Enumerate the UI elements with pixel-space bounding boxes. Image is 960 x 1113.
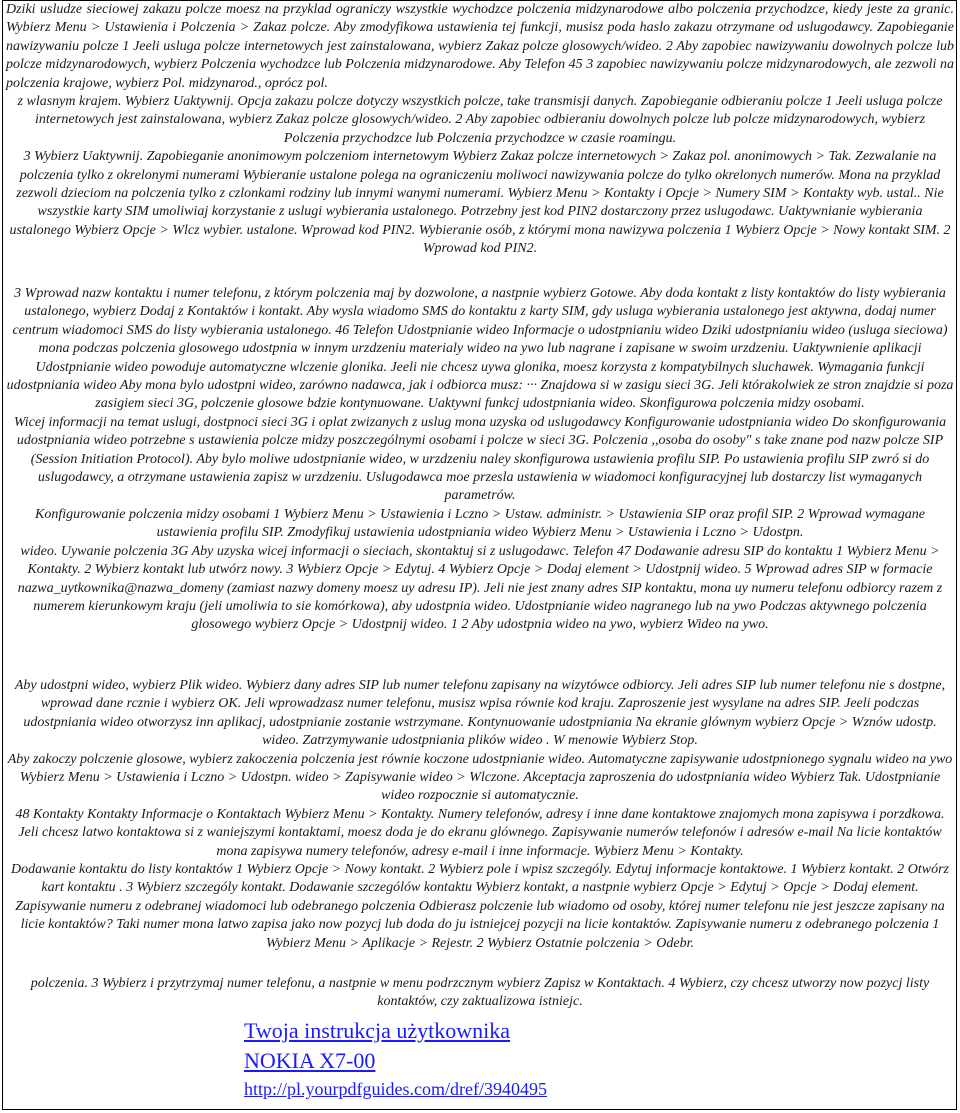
text-section-1 [6,1,954,259]
paragraph: z wlasnym krajem. Wybierz Uaktywnij. Opcja zakazu polcze dotyczy wszystkich polcze, take transmisji danych. Zapobieganie odbieraniu polcze 1 Jeeli usluga polcze internetowych jest zainstalowana, wybierz Zakaz polcze glosowych/wideo. 2 Aby zapobiec odbieraniu dowolnych polcze lub polcze midzynarodowych, wybierz Polczenia przychodzce lub Polczenia przychodzce w czasie roamingu. [17,94,943,146]
paragraph: Aby zakoczy polczenie glosowe, wybierz zakoczenia polczenia jest równie koczone udostpnianie wideo. Automatyczne zapisywanie udostpnionego sygnalu wideo na ywo Wybierz Menu > Ustawienia i Lczno > Udostpn. wideo > Zapisywanie wideo > Wlczone. Akceptacja zaproszenia do udostpniania wideo Wybierz Tak. Udostpnianie wideo rozpocznie si automatycznie. [7,751,953,804]
paragraph: Wicej informacji na temat uslugi, dostpnoci sieci 3G i oplat zwizanych z uslug mona uzyska od uslugodawcy Konfigurowanie udostpniania wideo Do skonfigurowania udostpniania wideo potrzebne s ustawienia polcze midzy poszczególnymi osobami i polcze w sieci 3G. Polczenia ,,osoba do osoby" s take znane pod nazw polcze SIP (Session Initiation Protocol). Aby bylo moliwe udostpnianie wideo, w urzdzeniu naley skonfigurowa ustawienia profilu SIP. Po ustawienia profilu SIP zwró si do uslugodawcy, a otrzymane ustawienia zapisz w urzdzeniu. Uslugodawca moe przesla ustawienia w wiadomoci konfiguracyjnej lub dostarczy list wymaganych parametrów. [13,414,947,504]
text-section-2 [6,285,954,635]
paragraph: 3 Wprowad nazw kontaktu i numer telefonu, z którym polczenia maj by dozwolone, a nastpnie wybierz Gotowe. Aby doda kontakt z listy kontaktów do listy wybierania ustalonego, wybierz Dodaj z Kontaktów i kontakt. Aby wysla wiadomo SMS do kontaktu z karty SIM, gdy usluga wybierania ustalonego jest aktywna, dodaj numer centrum wiadomoci SMS do listy wybierania ustalonego. 46 Telefon Udostpnianie wideo Informacje o udostpnianiu wideo Dziki udostpnianiu wideo (usluga sieciowa) mona podczas polczenia glosowego udostpnia w innym urzdzeniu materialy wideo na ywo lub nagrane i zapisane w swoim urzdzeniu. Uaktywnienie aplikacji Udostpnianie wideo powoduje automatyczne wlczenie glonika. Jeeli nie chcesz uywa glonika, moesz korzysta z kompatybilnych sluchawek. Wymagania funkcji udostpniania wideo Aby mona bylo udostpni wideo, zarówno nadawca, jak i odbiorca musz: ··· Znajdowa si w zasigu sieci 3G. Jeli którakolwiek ze stron znajdzie si poza zasigiem sieci 3G, polczenie glosowe bdzie kontynuowane. Uaktywni funkcj udostpniania wideo. Skonfigurowa polczenia midzy osobami. [6,286,954,412]
model-name-link[interactable]: NOKIA X7-00 [244,1048,376,1073]
paragraph: Dziki usludze sieciowej zakazu polcze moesz na przyklad ograniczy wszystkie wychodzce polczenia midzynarodowe albo polczenia przychodzce, kiedy jeste za granic. Wybierz Menu > Ustawienia i Polczenia > Zakaz polcze. Aby zmodyfikowa ustawienia tej funkcji, musisz poda haslo zakazu otrzymane od uslugodawcy. Zapobieganie nawizywaniu polcze 1 Jeeli usluga polcze internetowych jest zainstalowana, wybierz Zakaz polcze glosowych/wideo. 2 Aby zapobiec nawizywaniu dowolnych polcze lub polcze midzynarodowych, wybierz Polczenia wychodzce lub Polczenia midzynarodowe. Aby Telefon 45 3 zapobiec nawizywaniu polcze midzynarodowych, ale zezwoli na polczenia krajowe, wybierz Pol. midzynarod., oprócz pol. [6,2,954,91]
paragraph: wideo. Uywanie polczenia 3G Aby uzyska wicej informacji o sieciach, skontaktuj si z uslugodawc. Telefon 47 Dodawanie adresu SIP do kontaktu 1 Wybierz Menu > Kontakty. 2 Wybierz kontakt lub utwórz nowy. 3 Wybierz Opcje > Edytuj. 4 Wybierz Opcje > Dodaj element > Udostpnij wideo. 5 Wprowad adres SIP w formacie nazwa_uytkownika@nazwa_domeny (zamiast nazwy domeny moesz uy adresu IP). Jeli nie jest znany adres SIP kontaktu, mona uy numeru telefonu odbiorcy razem z numerem kierunkowym kraju (jeli umoliwia to sie komórkowa), aby udostpnia wideo. Udostpnianie wideo nagranego lub na ywo Podczas aktywnego polczenia glosowego wybierz Opcje > Udostpnij wideo. 1 2 Aby udostpnia wideo na ywo, wybierz Wideo na ywo. [17,543,943,633]
paragraph: 48 Kontakty Kontakty Informacje o Kontaktach Wybierz Menu > Kontakty. Numery telefonów, adresy i inne dane kontaktowe znajomych mona zapisywa i porzdkowa. Jeli chcesz latwo kontaktowa si z waniejszymi kontaktami, moesz doda je do ekranu glównego. Zapisywanie numerów telefonów i adresów e-mail Na licie kontaktów mona zapisywa numery telefonów, adresy e-mail i inne informacje. Wybierz Menu > Kontakty. [15,806,945,859]
paragraph: Aby udostpni wideo, wybierz Plik wideo. Wybierz dany adres SIP lub numer telefonu zapisany na wizytówce odbiorcy. Jeli adres SIP lub numer telefonu nie s dostpne, wprowad dane rcznie i wybierz OK. Jeli wprowadzasz numer telefonu, musisz wpisa równie kod kraju. Zaproszenie jest wysylane na adres SIP. Jeeli podczas udostpniania wideo otworzysz inn aplikacj, udostpnianie zostanie wstrzymane. Kontynuowanie udostpniania Na ekranie glównym wybierz Opcje > Wznów udostp. wideo. Zatrzymywanie udostpniania plików wideo . W menowie Wybierz Stop. [14,678,946,749]
text-section-4 [6,975,954,1012]
manual-title-link[interactable]: Twoja instrukcja użytkownika [244,1018,511,1043]
paragraph: Dodawanie kontaktu do listy kontaktów 1 Wybierz Opcje > Nowy kontakt. 2 Wybierz pole i wpisz szczególy. Edytuj informacje kontaktowe. 1 Wybierz kontakt. 2 Otwórz kart kontaktu . 3 Wybierz szczególy kontakt. Dodawanie szczególów kontaktu Wybierz kontakt, a nastpnie wybierz Opcje > Edytuj > Opcje > Dodaj element. Zapisywanie numeru z odebranej wiadomoci lub odebranego polczenia Odbierasz polczenie lub wiadomo od osoby, której numer telefonu nie jest jeszcze zapisany na licie kontaktów? Taki numer mona latwo zapisa jako now pozycj lub doda do ju istniejcej pozycji na licie kontaktów. Zapisywanie numeru z odebranego polczenia 1 Wybierz Menu > Aplikacje > Rejestr. 2 Wybierz Ostatnie polczenia > Odebr. [11,862,949,951]
footer-links [244,1016,547,1102]
paragraph: Konfigurowanie polczenia midzy osobami 1 Wybierz Menu > Ustawienia i Lczno > Ustaw. administr. > Ustawienia SIP oraz profil SIP. 2 Wprowad wymagane ustawienia profilu SIP. Zmodyfikuj ustawienia udostpniania wideo Wybierz Menu > Ustawienia i Lczno > Udostpn. [35,506,925,541]
text-section-3 [6,677,954,953]
source-url-link[interactable]: http://pl.yourpdfguides.com/dref/3940495 [244,1079,547,1099]
paragraph: polczenia. 3 Wybierz i przytrzymaj numer telefonu, a nastpnie w menu podrzcznym wybierz Zapisz w Kontaktach. 4 Wybierz, czy chcesz utworzy now pozycj listy kontaktów, czy zaktualizowa istniejc. [30,976,930,1010]
paragraph: 3 Wybierz Uaktywnij. Zapobieganie anonimowym polczeniom internetowym Wybierz Zakaz polcze internetowych > Zakaz pol. anonimowych > Tak. Zezwalanie na polczenia tylko z okrelonymi numerami Wybieranie ustalone polega na ograniczeniu moliwoci nawizywania polcze do tylko okrelonych numerów. Mona na przyklad zezwoli dzieciom na polczenia tylko z czlonkami rodziny lub innymi wanymi numerami. Wybierz Menu > Kontakty i Opcje > Numery SIM > Kontakty wyb. ustal.. Nie wszystkie karty SIM umoliwiaj korzystanie z uslugi wybierania ustalonego. Potrzebny jest kod PIN2 dostarczony przez uslugodawc. Uaktywnianie wybierania ustalonego Wybierz Opcje > Wlcz wybier. ustalone. Wprowad kod PIN2. Wybieranie osób, z którymi mona nawizywa polczenia 1 Wybierz Opcje > Nowy kontakt SIM. 2 Wprowad kod PIN2. [9,149,951,257]
